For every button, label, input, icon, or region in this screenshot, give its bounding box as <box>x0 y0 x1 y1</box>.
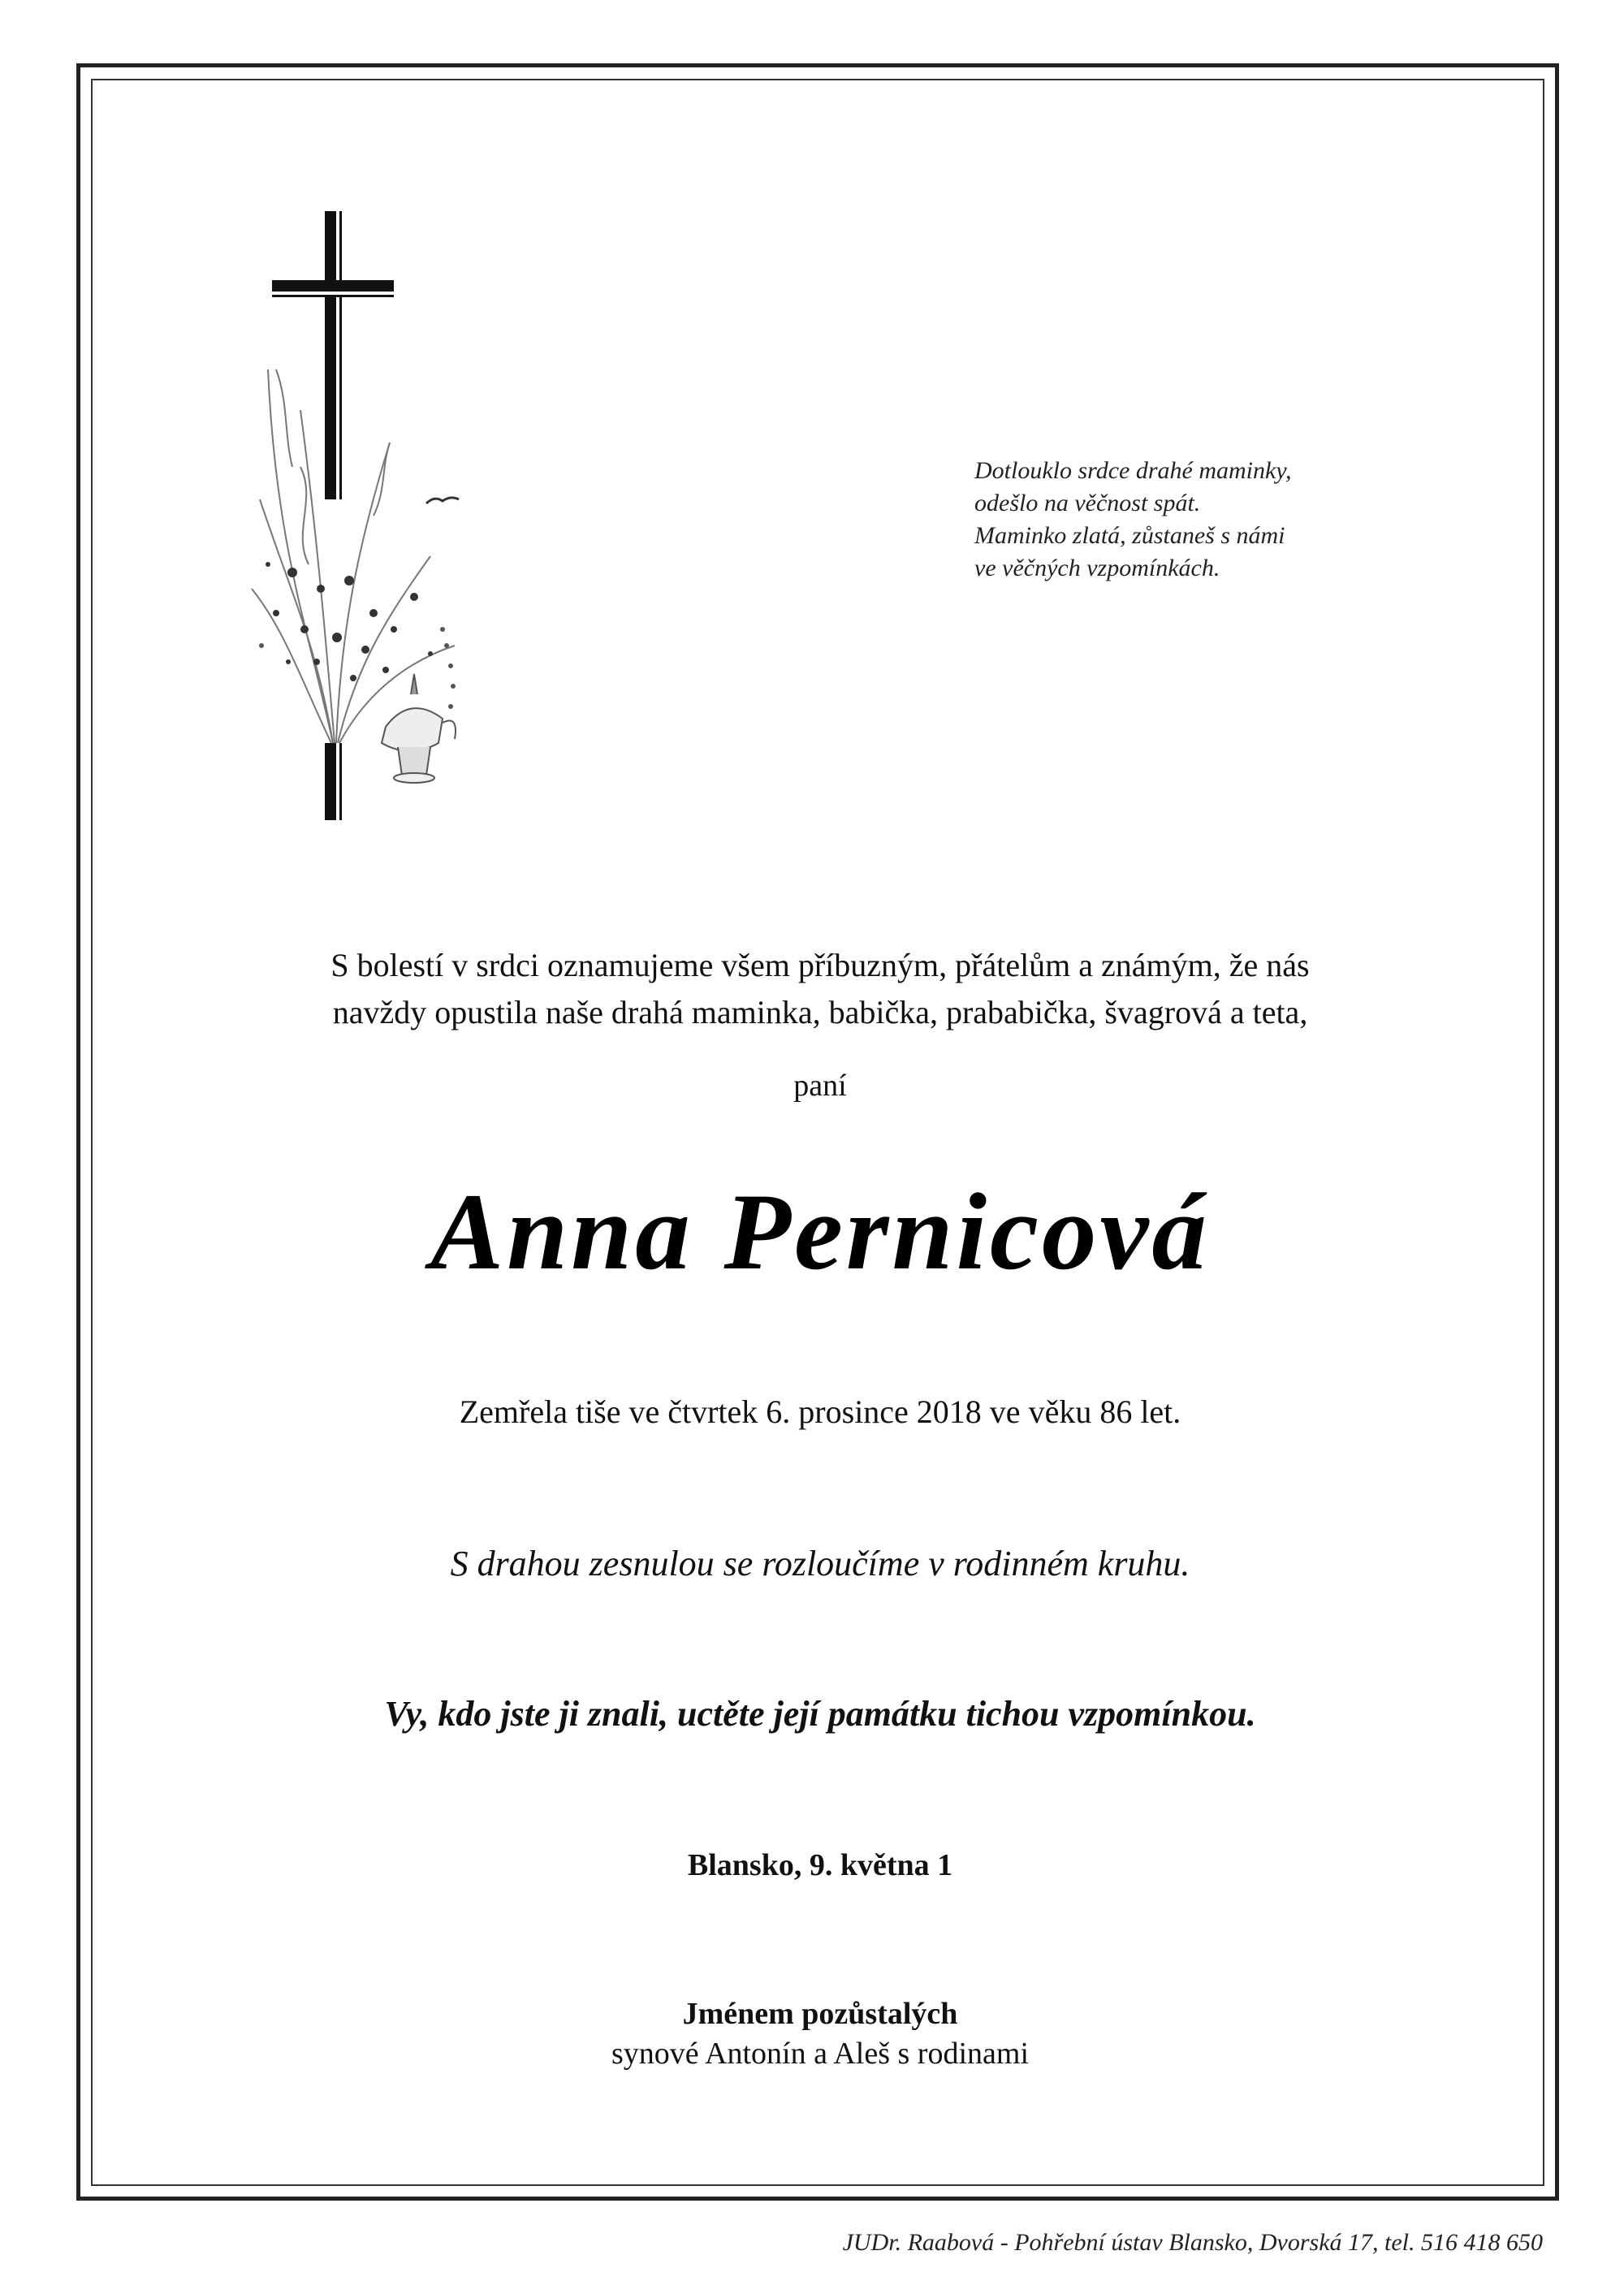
announcement-line: S bolestí v srdci oznamujeme všem příbuzným, přátelům a známým, že nás <box>330 947 1310 983</box>
cross-flowers-motif <box>244 207 520 832</box>
honorific: paní <box>793 1069 847 1103</box>
announcement <box>162 942 1478 1036</box>
announcement-line: navždy opustila naše drahá maminka, babička, prababička, švagrová a teta, <box>332 994 1308 1030</box>
place-date: Blansko, 9. května 1 <box>687 1848 953 1882</box>
farewell-text: S drahou zesnulou se rozloučíme v rodinném kruhu. <box>450 1544 1190 1583</box>
deceased-name: Anna Pernicová <box>430 1172 1210 1293</box>
motto-line: ve věčných vzpomínkách. <box>974 555 1220 581</box>
motto-line: Dotlouklo srdce drahé maminky, <box>974 457 1292 484</box>
flowers-icon <box>252 369 455 743</box>
flower-dots <box>259 627 456 709</box>
motto-line: Maminko zlatá, zůstaneš s námi <box>974 522 1285 549</box>
flower-blossoms <box>266 562 433 681</box>
bird-icon <box>426 498 459 503</box>
motto-verse <box>974 455 1397 585</box>
motto-line: odešlo na věčnost spát. <box>974 490 1201 516</box>
remember-text: Vy, kdo jste ji znali, uctěte její památku tichou vzpomínkou. <box>384 1694 1256 1734</box>
footer-funeral-service: JUDr. Raabová - Pohřební ústav Blansko, Dvorská 17, tel. 516 418 650 <box>842 2229 1543 2256</box>
oil-lamp-icon <box>382 674 456 783</box>
signatories: synové Antonín a Aleš s rodinami <box>611 2037 1030 2071</box>
behalf-heading: Jménem pozůstalých <box>682 1997 958 2031</box>
death-info: Zemřela tiše ve čtvrtek 6. prosince 2018 ve věku 86 let. <box>459 1393 1181 1430</box>
